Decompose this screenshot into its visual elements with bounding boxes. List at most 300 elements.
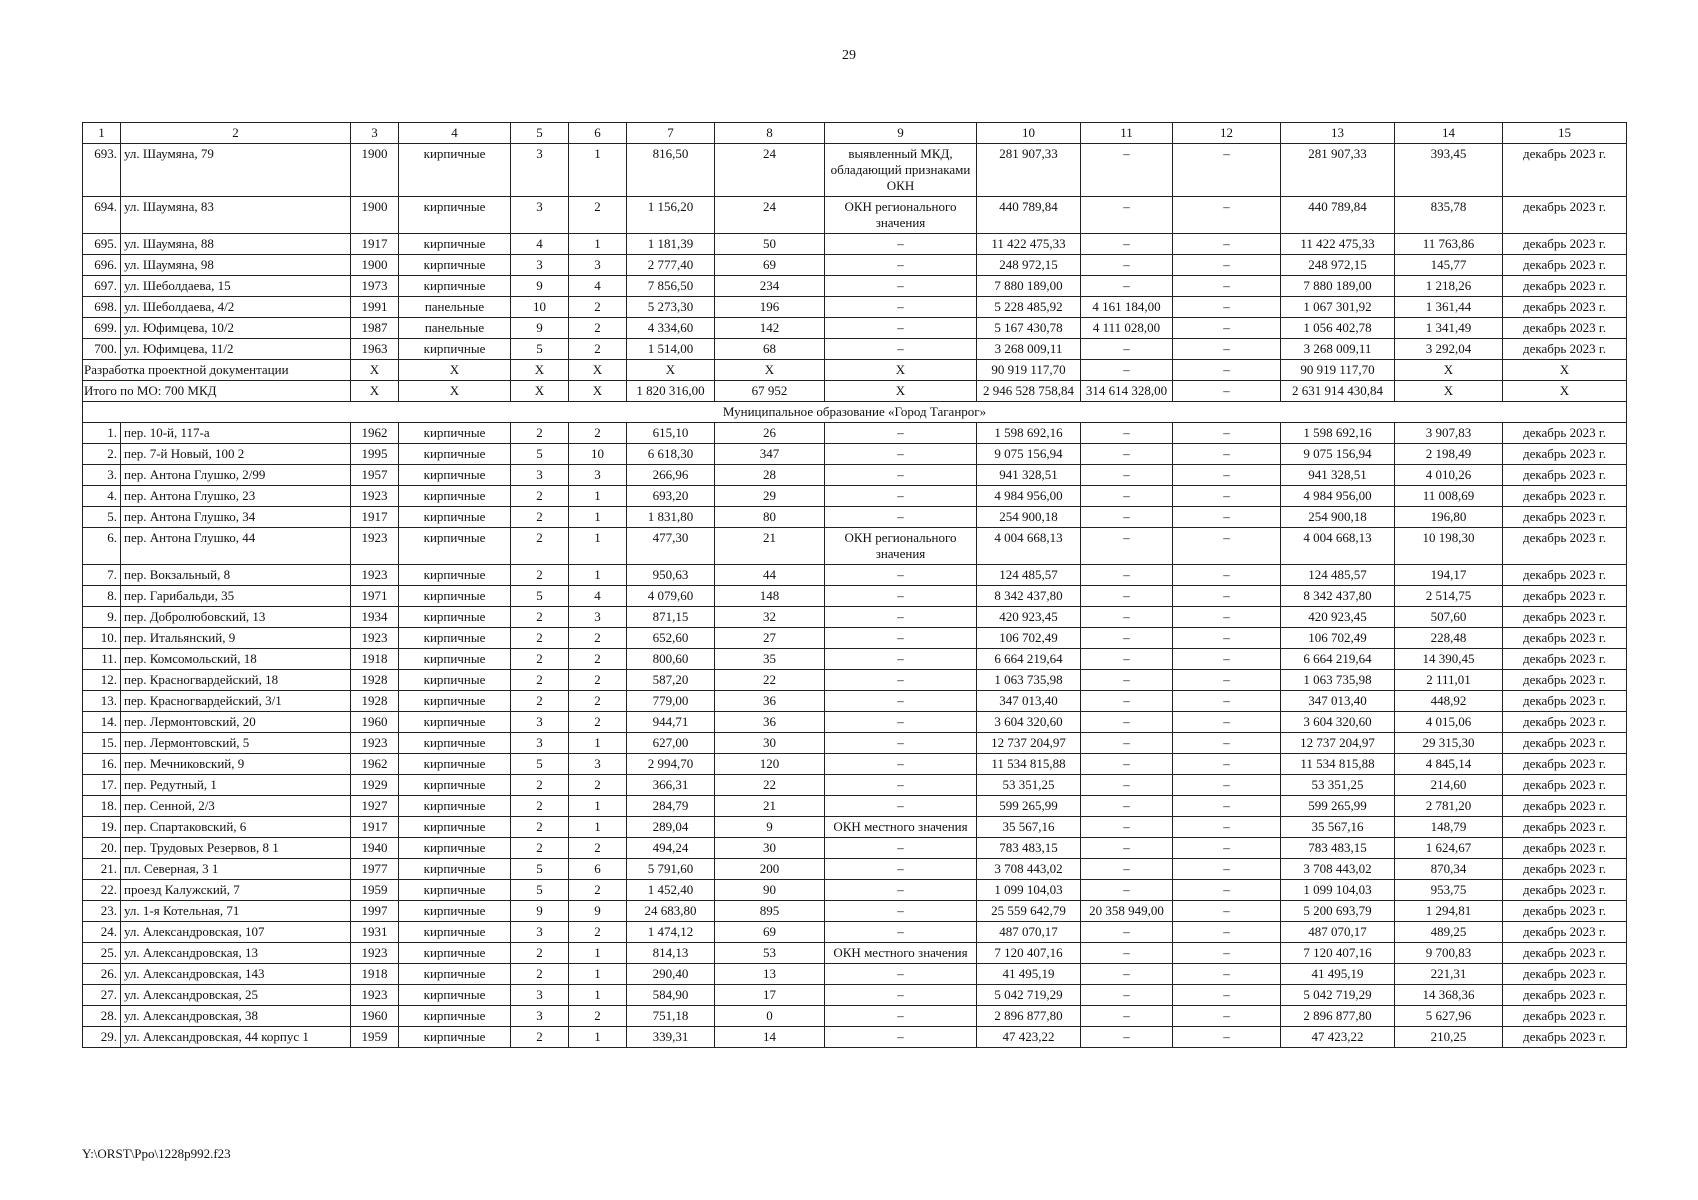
cell-col-10: 106 702,49	[977, 628, 1081, 649]
cell-col-3: 1918	[351, 649, 399, 670]
cell-col-6: 9	[569, 901, 627, 922]
cell-col-11: –	[1081, 796, 1173, 817]
cell-col-11: –	[1081, 754, 1173, 775]
cell-col-15: декабрь 2023 г.	[1503, 339, 1627, 360]
cell-col-12: –	[1173, 964, 1281, 985]
cell-col-2: пер. Лермонтовский, 5	[121, 733, 351, 754]
cell-col-12: –	[1173, 528, 1281, 565]
summary-cell: –	[1173, 381, 1281, 402]
cell-col-4: кирпичные	[399, 528, 511, 565]
cell-col-5: 10	[511, 297, 569, 318]
cell-col-3: 1971	[351, 586, 399, 607]
cell-col-11: –	[1081, 444, 1173, 465]
table-row	[83, 754, 1627, 775]
cell-col-13: 599 265,99	[1281, 796, 1395, 817]
cell-col-7: 1 452,40	[627, 880, 715, 901]
cell-col-4: кирпичные	[399, 234, 511, 255]
cell-col-8: 234	[715, 276, 825, 297]
cell-col-13: 11 534 815,88	[1281, 754, 1395, 775]
cell-col-12: –	[1173, 565, 1281, 586]
cell-col-1: 9.	[83, 607, 121, 628]
table-row	[83, 691, 1627, 712]
cell-col-2: ул. Александровская, 13	[121, 943, 351, 964]
summary-cell: X	[511, 360, 569, 381]
cell-col-6: 1	[569, 565, 627, 586]
cell-col-9: ОКН регионального значения	[825, 197, 977, 234]
cell-col-3: 1960	[351, 712, 399, 733]
cell-col-13: 12 737 204,97	[1281, 733, 1395, 754]
cell-col-11: –	[1081, 586, 1173, 607]
cell-col-11: –	[1081, 565, 1173, 586]
cell-col-12: –	[1173, 1006, 1281, 1027]
cell-col-5: 3	[511, 922, 569, 943]
cell-col-8: 120	[715, 754, 825, 775]
cell-col-5: 5	[511, 586, 569, 607]
cell-col-6: 2	[569, 880, 627, 901]
cell-col-9: выявленный МКД, обладающий признаками ОКН	[825, 144, 977, 197]
cell-col-13: 1 598 692,16	[1281, 423, 1395, 444]
cell-col-15: декабрь 2023 г.	[1503, 628, 1627, 649]
cell-col-12: –	[1173, 628, 1281, 649]
cell-col-7: 2 994,70	[627, 754, 715, 775]
cell-col-9: –	[825, 507, 977, 528]
column-header-5: 5	[511, 123, 569, 144]
cell-col-2: пер. Красногвардейский, 18	[121, 670, 351, 691]
cell-col-13: 7 120 407,16	[1281, 943, 1395, 964]
cell-col-15: декабрь 2023 г.	[1503, 607, 1627, 628]
summary-cell: X	[1503, 381, 1627, 402]
cell-col-11: –	[1081, 649, 1173, 670]
cell-col-9: –	[825, 691, 977, 712]
cell-col-12: –	[1173, 712, 1281, 733]
column-header-10: 10	[977, 123, 1081, 144]
cell-col-8: 200	[715, 859, 825, 880]
table-row	[83, 817, 1627, 838]
cell-col-3: 1977	[351, 859, 399, 880]
cell-col-13: 783 483,15	[1281, 838, 1395, 859]
table-row	[83, 733, 1627, 754]
cell-col-12: –	[1173, 691, 1281, 712]
cell-col-9: –	[825, 985, 977, 1006]
cell-col-1: 699.	[83, 318, 121, 339]
cell-col-12: –	[1173, 339, 1281, 360]
cell-col-1: 700.	[83, 339, 121, 360]
cell-col-1: 7.	[83, 565, 121, 586]
cell-col-7: 1 181,39	[627, 234, 715, 255]
cell-col-2: пер. Антона Глушко, 23	[121, 486, 351, 507]
cell-col-8: 17	[715, 985, 825, 1006]
cell-col-13: 3 604 320,60	[1281, 712, 1395, 733]
cell-col-12: –	[1173, 796, 1281, 817]
cell-col-3: 1927	[351, 796, 399, 817]
table-row	[83, 985, 1627, 1006]
cell-col-10: 599 265,99	[977, 796, 1081, 817]
cell-col-8: 32	[715, 607, 825, 628]
cell-col-8: 0	[715, 1006, 825, 1027]
cell-col-7: 7 856,50	[627, 276, 715, 297]
summary-cell: X	[351, 360, 399, 381]
cell-col-7: 266,96	[627, 465, 715, 486]
cell-col-13: 35 567,16	[1281, 817, 1395, 838]
cell-col-14: 9 700,83	[1395, 943, 1503, 964]
cell-col-7: 1 831,80	[627, 507, 715, 528]
cell-col-12: –	[1173, 670, 1281, 691]
cell-col-4: кирпичные	[399, 255, 511, 276]
cell-col-12: –	[1173, 197, 1281, 234]
cell-col-4: кирпичные	[399, 985, 511, 1006]
cell-col-3: 1900	[351, 255, 399, 276]
cell-col-4: кирпичные	[399, 670, 511, 691]
cell-col-12: –	[1173, 276, 1281, 297]
cell-col-7: 615,10	[627, 423, 715, 444]
cell-col-9: –	[825, 1027, 977, 1048]
table-row	[83, 670, 1627, 691]
cell-col-4: панельные	[399, 297, 511, 318]
cell-col-14: 1 341,49	[1395, 318, 1503, 339]
cell-col-9: –	[825, 234, 977, 255]
cell-col-15: декабрь 2023 г.	[1503, 1006, 1627, 1027]
cell-col-9: –	[825, 318, 977, 339]
cell-col-12: –	[1173, 901, 1281, 922]
cell-col-14: 10 198,30	[1395, 528, 1503, 565]
cell-col-7: 693,20	[627, 486, 715, 507]
cell-col-11: –	[1081, 423, 1173, 444]
cell-col-12: –	[1173, 775, 1281, 796]
cell-col-14: 2 111,01	[1395, 670, 1503, 691]
cell-col-3: 1931	[351, 922, 399, 943]
cell-col-8: 36	[715, 691, 825, 712]
cell-col-8: 80	[715, 507, 825, 528]
cell-col-3: 1962	[351, 754, 399, 775]
cell-col-11: –	[1081, 775, 1173, 796]
cell-col-10: 7 120 407,16	[977, 943, 1081, 964]
cell-col-15: декабрь 2023 г.	[1503, 276, 1627, 297]
cell-col-2: ул. Александровская, 44 корпус 1	[121, 1027, 351, 1048]
cell-col-6: 1	[569, 796, 627, 817]
cell-col-7: 477,30	[627, 528, 715, 565]
cell-col-10: 248 972,15	[977, 255, 1081, 276]
cell-col-7: 24 683,80	[627, 901, 715, 922]
cell-col-2: пер. Вокзальный, 8	[121, 565, 351, 586]
cell-col-1: 3.	[83, 465, 121, 486]
cell-col-12: –	[1173, 943, 1281, 964]
cell-col-2: пер. Комсомольский, 18	[121, 649, 351, 670]
column-header-1: 1	[83, 123, 121, 144]
cell-col-7: 627,00	[627, 733, 715, 754]
cell-col-9: ОКН местного значения	[825, 817, 977, 838]
cell-col-2: пер. Добролюбовский, 13	[121, 607, 351, 628]
cell-col-8: 13	[715, 964, 825, 985]
cell-col-13: 8 342 437,80	[1281, 586, 1395, 607]
table-body-summary	[83, 360, 1627, 402]
cell-col-3: 1900	[351, 197, 399, 234]
cell-col-9: –	[825, 297, 977, 318]
cell-col-11: 4 161 184,00	[1081, 297, 1173, 318]
cell-col-4: кирпичные	[399, 565, 511, 586]
summary-cell: X	[627, 360, 715, 381]
cell-col-5: 2	[511, 838, 569, 859]
cell-col-13: 6 664 219,64	[1281, 649, 1395, 670]
cell-col-3: 1959	[351, 880, 399, 901]
cell-col-7: 290,40	[627, 964, 715, 985]
cell-col-8: 29	[715, 486, 825, 507]
cell-col-12: –	[1173, 754, 1281, 775]
cell-col-9: –	[825, 796, 977, 817]
cell-col-5: 2	[511, 423, 569, 444]
cell-col-9: –	[825, 276, 977, 297]
column-header-2: 2	[121, 123, 351, 144]
cell-col-10: 4 984 956,00	[977, 486, 1081, 507]
summary-label: Разработка проектной документации	[83, 360, 351, 381]
cell-col-2: пер. Спартаковский, 6	[121, 817, 351, 838]
cell-col-14: 14 368,36	[1395, 985, 1503, 1006]
cell-col-6: 2	[569, 691, 627, 712]
cell-col-3: 1940	[351, 838, 399, 859]
cell-col-8: 30	[715, 838, 825, 859]
cell-col-15: декабрь 2023 г.	[1503, 754, 1627, 775]
table-row	[83, 859, 1627, 880]
cell-col-14: 448,92	[1395, 691, 1503, 712]
cell-col-9: –	[825, 880, 977, 901]
cell-col-14: 1 218,26	[1395, 276, 1503, 297]
table-row	[83, 1027, 1627, 1048]
cell-col-7: 4 334,60	[627, 318, 715, 339]
cell-col-5: 5	[511, 444, 569, 465]
cell-col-3: 1923	[351, 486, 399, 507]
table-body-previous-mo	[83, 144, 1627, 360]
cell-col-10: 35 567,16	[977, 817, 1081, 838]
summary-cell: 314 614 328,00	[1081, 381, 1173, 402]
cell-col-12: –	[1173, 486, 1281, 507]
cell-col-6: 2	[569, 297, 627, 318]
cell-col-4: кирпичные	[399, 444, 511, 465]
cell-col-3: 1934	[351, 607, 399, 628]
cell-col-13: 440 789,84	[1281, 197, 1395, 234]
cell-col-8: 21	[715, 796, 825, 817]
cell-col-12: –	[1173, 444, 1281, 465]
table-row	[83, 880, 1627, 901]
cell-col-11: –	[1081, 985, 1173, 1006]
cell-col-11: –	[1081, 859, 1173, 880]
cell-col-1: 6.	[83, 528, 121, 565]
section-title: Муниципальное образование «Город Таганрог»	[83, 402, 1627, 423]
cell-col-3: 1973	[351, 276, 399, 297]
cell-col-14: 29 315,30	[1395, 733, 1503, 754]
cell-col-1: 13.	[83, 691, 121, 712]
cell-col-3: 1923	[351, 628, 399, 649]
cell-col-15: декабрь 2023 г.	[1503, 565, 1627, 586]
cell-col-14: 2 514,75	[1395, 586, 1503, 607]
summary-cell: 67 952	[715, 381, 825, 402]
cell-col-2: ул. Александровская, 38	[121, 1006, 351, 1027]
cell-col-1: 20.	[83, 838, 121, 859]
cell-col-10: 8 342 437,80	[977, 586, 1081, 607]
summary-label: Итого по МО: 700 МКД	[83, 381, 351, 402]
cell-col-1: 11.	[83, 649, 121, 670]
cell-col-15: декабрь 2023 г.	[1503, 234, 1627, 255]
cell-col-2: проезд Калужский, 7	[121, 880, 351, 901]
cell-col-11: –	[1081, 733, 1173, 754]
cell-col-2: ул. Александровская, 107	[121, 922, 351, 943]
cell-col-11: –	[1081, 465, 1173, 486]
cell-col-11: –	[1081, 197, 1173, 234]
cell-col-1: 695.	[83, 234, 121, 255]
cell-col-7: 6 618,30	[627, 444, 715, 465]
cell-col-3: 1928	[351, 670, 399, 691]
cell-col-1: 17.	[83, 775, 121, 796]
cell-col-8: 347	[715, 444, 825, 465]
cell-col-9: –	[825, 838, 977, 859]
cell-col-13: 1 063 735,98	[1281, 670, 1395, 691]
cell-col-7: 366,31	[627, 775, 715, 796]
cell-col-2: пер. 7-й Новый, 100 2	[121, 444, 351, 465]
table-row	[83, 1006, 1627, 1027]
cell-col-11: –	[1081, 607, 1173, 628]
summary-row	[83, 360, 1627, 381]
cell-col-9: –	[825, 255, 977, 276]
cell-col-13: 2 896 877,80	[1281, 1006, 1395, 1027]
cell-col-11: –	[1081, 628, 1173, 649]
cell-col-2: ул. 1-я Котельная, 71	[121, 901, 351, 922]
cell-col-1: 696.	[83, 255, 121, 276]
cell-col-5: 9	[511, 901, 569, 922]
cell-col-11: –	[1081, 838, 1173, 859]
summary-cell: X	[825, 381, 977, 402]
cell-col-4: панельные	[399, 318, 511, 339]
cell-col-5: 2	[511, 565, 569, 586]
cell-col-1: 21.	[83, 859, 121, 880]
cell-col-4: кирпичные	[399, 423, 511, 444]
summary-cell: X	[1395, 360, 1503, 381]
table-row	[83, 649, 1627, 670]
cell-col-14: 148,79	[1395, 817, 1503, 838]
cell-col-10: 281 907,33	[977, 144, 1081, 197]
column-header-3: 3	[351, 123, 399, 144]
cell-col-7: 5 791,60	[627, 859, 715, 880]
table-row	[83, 234, 1627, 255]
cell-col-3: 1923	[351, 943, 399, 964]
cell-col-4: кирпичные	[399, 586, 511, 607]
cell-col-15: декабрь 2023 г.	[1503, 943, 1627, 964]
cell-col-5: 3	[511, 1006, 569, 1027]
cell-col-13: 1 099 104,03	[1281, 880, 1395, 901]
column-header-15: 15	[1503, 123, 1627, 144]
cell-col-14: 145,77	[1395, 255, 1503, 276]
cell-col-5: 5	[511, 880, 569, 901]
cell-col-1: 1.	[83, 423, 121, 444]
cell-col-7: 494,24	[627, 838, 715, 859]
cell-col-8: 24	[715, 197, 825, 234]
cell-col-11: –	[1081, 255, 1173, 276]
cell-col-6: 2	[569, 423, 627, 444]
cell-col-2: ул. Шаумяна, 79	[121, 144, 351, 197]
cell-col-11: –	[1081, 276, 1173, 297]
cell-col-14: 4 010,26	[1395, 465, 1503, 486]
cell-col-15: декабрь 2023 г.	[1503, 880, 1627, 901]
table-row	[83, 339, 1627, 360]
cell-col-10: 3 604 320,60	[977, 712, 1081, 733]
cell-col-6: 4	[569, 586, 627, 607]
cell-col-15: декабрь 2023 г.	[1503, 465, 1627, 486]
cell-col-3: 1917	[351, 507, 399, 528]
cell-col-1: 12.	[83, 670, 121, 691]
cell-col-8: 50	[715, 234, 825, 255]
column-header-11: 11	[1081, 123, 1173, 144]
cell-col-12: –	[1173, 423, 1281, 444]
cell-col-10: 254 900,18	[977, 507, 1081, 528]
cell-col-10: 1 598 692,16	[977, 423, 1081, 444]
cell-col-10: 487 070,17	[977, 922, 1081, 943]
cell-col-10: 783 483,15	[977, 838, 1081, 859]
cell-col-14: 228,48	[1395, 628, 1503, 649]
cell-col-10: 3 708 443,02	[977, 859, 1081, 880]
column-header-7: 7	[627, 123, 715, 144]
cell-col-15: декабрь 2023 г.	[1503, 859, 1627, 880]
cell-col-13: 41 495,19	[1281, 964, 1395, 985]
cell-col-3: 1991	[351, 297, 399, 318]
cell-col-4: кирпичные	[399, 943, 511, 964]
cell-col-15: декабрь 2023 г.	[1503, 796, 1627, 817]
cell-col-13: 487 070,17	[1281, 922, 1395, 943]
cell-col-14: 194,17	[1395, 565, 1503, 586]
cell-col-3: 1997	[351, 901, 399, 922]
cell-col-2: ул. Шеболдаева, 15	[121, 276, 351, 297]
cell-col-6: 1	[569, 985, 627, 1006]
cell-col-14: 221,31	[1395, 964, 1503, 985]
cell-col-7: 587,20	[627, 670, 715, 691]
cell-col-4: кирпичные	[399, 628, 511, 649]
cell-col-10: 440 789,84	[977, 197, 1081, 234]
cell-col-11: –	[1081, 880, 1173, 901]
cell-col-2: ул. Юфимцева, 10/2	[121, 318, 351, 339]
cell-col-4: кирпичные	[399, 649, 511, 670]
cell-col-3: 1923	[351, 528, 399, 565]
cell-col-13: 5 200 693,79	[1281, 901, 1395, 922]
cell-col-1: 23.	[83, 901, 121, 922]
cell-col-6: 1	[569, 1027, 627, 1048]
cell-col-6: 2	[569, 649, 627, 670]
cell-col-7: 5 273,30	[627, 297, 715, 318]
cell-col-3: 1918	[351, 964, 399, 985]
column-header-6: 6	[569, 123, 627, 144]
cell-col-14: 3 907,83	[1395, 423, 1503, 444]
cell-col-1: 29.	[83, 1027, 121, 1048]
cell-col-13: 124 485,57	[1281, 565, 1395, 586]
table-row	[83, 276, 1627, 297]
cell-col-3: 1917	[351, 817, 399, 838]
column-header-8: 8	[715, 123, 825, 144]
cell-col-7: 816,50	[627, 144, 715, 197]
cell-col-11: 4 111 028,00	[1081, 318, 1173, 339]
cell-col-14: 1 294,81	[1395, 901, 1503, 922]
column-header-9: 9	[825, 123, 977, 144]
cell-col-6: 2	[569, 318, 627, 339]
cell-col-7: 1 156,20	[627, 197, 715, 234]
cell-col-4: кирпичные	[399, 144, 511, 197]
cell-col-11: –	[1081, 691, 1173, 712]
summary-cell: –	[1081, 360, 1173, 381]
cell-col-12: –	[1173, 733, 1281, 754]
cell-col-10: 347 013,40	[977, 691, 1081, 712]
cell-col-2: ул. Александровская, 143	[121, 964, 351, 985]
table-row	[83, 922, 1627, 943]
cell-col-6: 2	[569, 339, 627, 360]
cell-col-6: 1	[569, 507, 627, 528]
cell-col-13: 347 013,40	[1281, 691, 1395, 712]
cell-col-1: 26.	[83, 964, 121, 985]
cell-col-9: –	[825, 670, 977, 691]
cell-col-11: –	[1081, 507, 1173, 528]
